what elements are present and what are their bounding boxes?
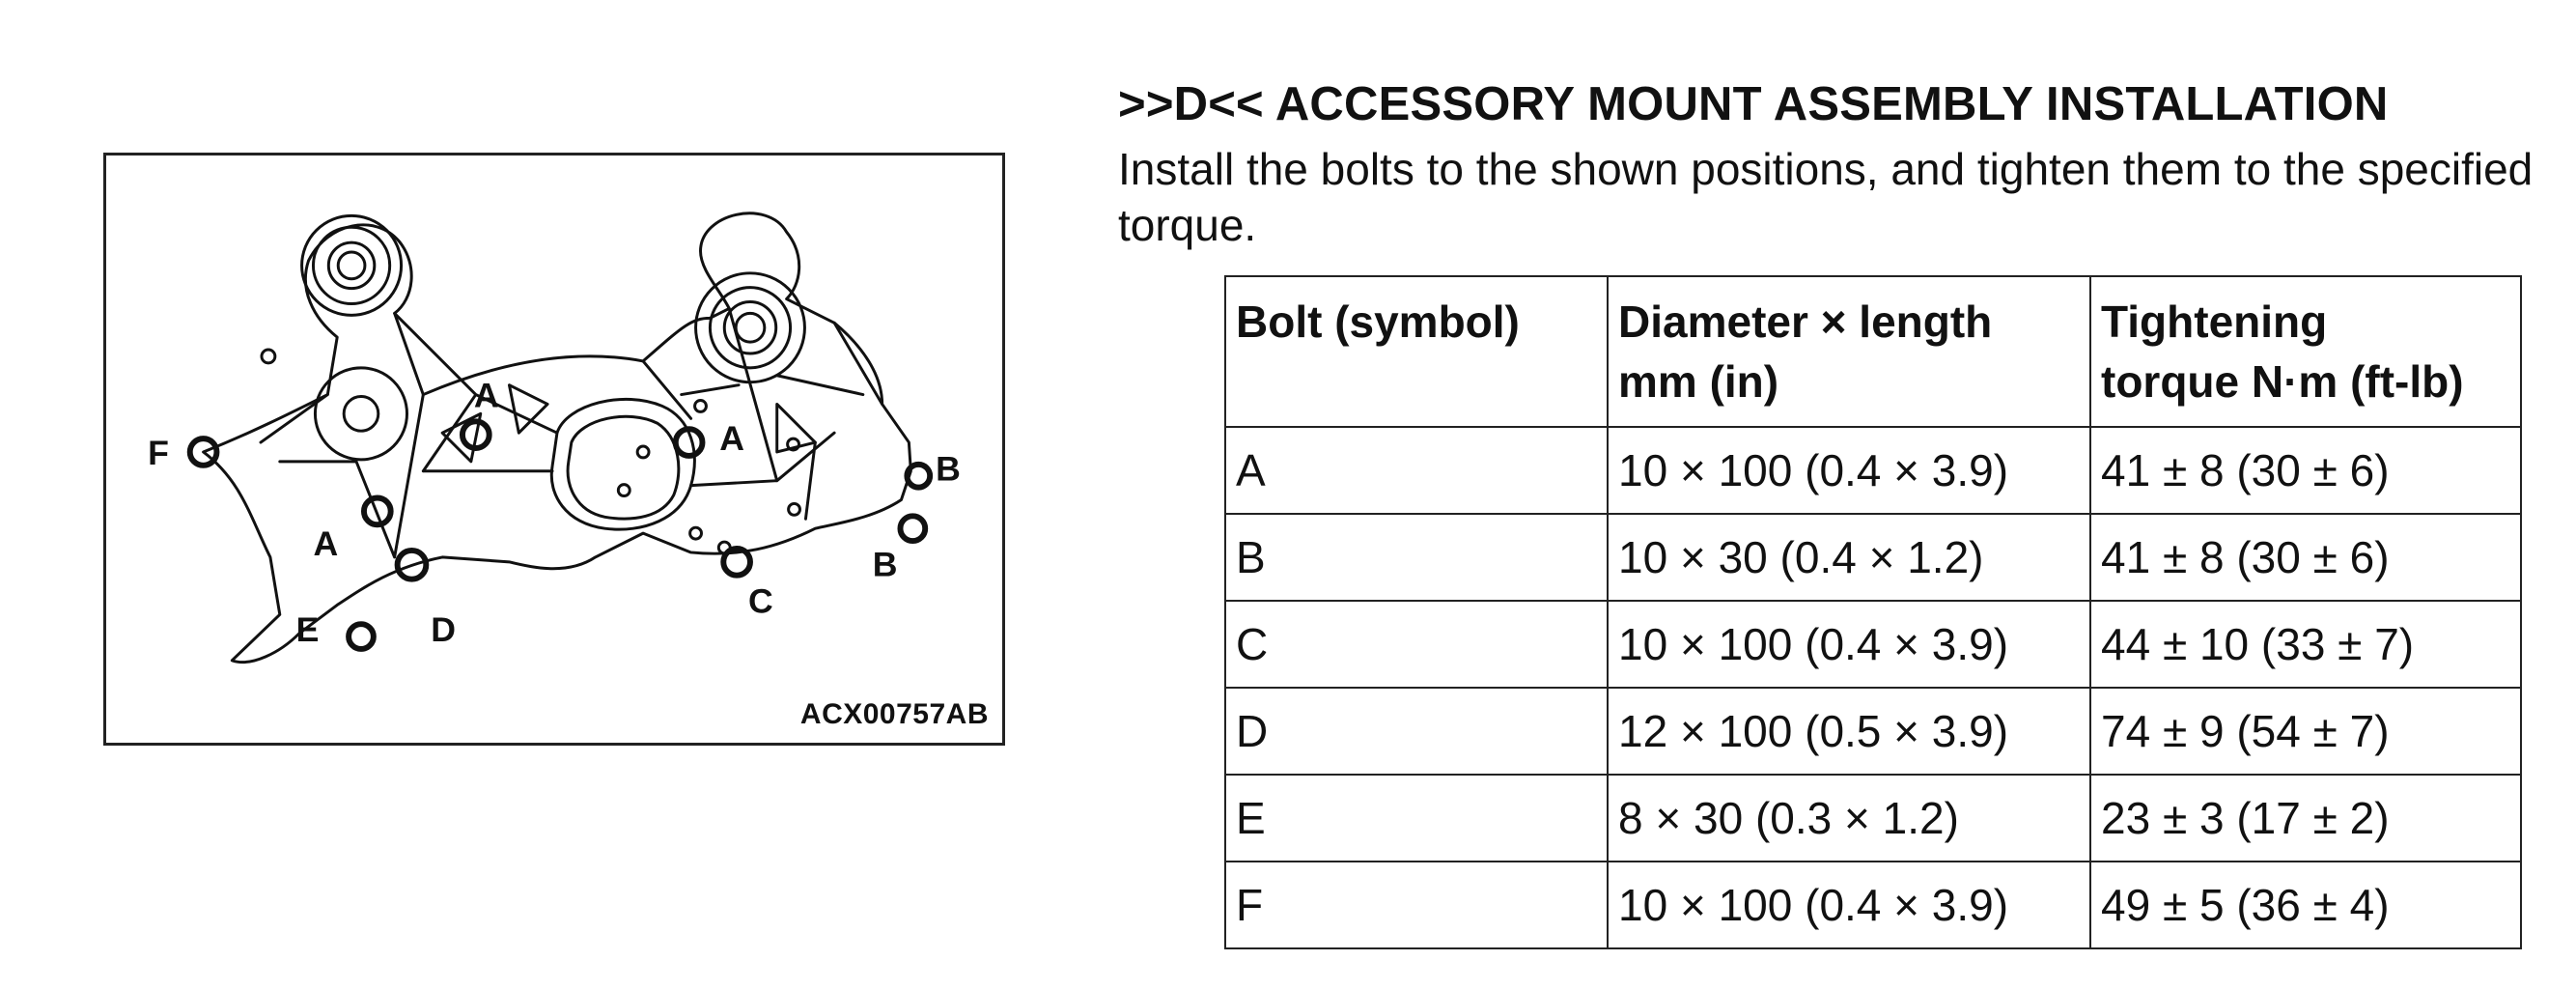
cell-torque: 49 ± 5 (36 ± 4): [2090, 862, 2521, 948]
cell-size: 12 × 100 (0.5 × 3.9): [1608, 688, 2090, 775]
header-torque-line1: Tightening: [2101, 297, 2328, 347]
callout-d: D: [431, 610, 456, 650]
cell-size: 10 × 100 (0.4 × 3.9): [1608, 601, 2090, 688]
table-row: [1225, 688, 2521, 775]
header-bolt: [1225, 276, 1608, 427]
accessory-mount-figure: [103, 153, 1005, 746]
callout-b-lower: B: [872, 545, 898, 584]
table-row: [1225, 601, 2521, 688]
figure-code: ACX00757AB: [799, 698, 989, 730]
bolt-e: [349, 624, 374, 649]
header-torque-line2: torque N·m (ft-lb): [2101, 356, 2464, 407]
left-window: [315, 368, 406, 460]
header-size-line1: Diameter × length: [1618, 297, 1993, 347]
cell-size: 10 × 100 (0.4 × 3.9): [1608, 862, 2090, 948]
cell-torque: 44 ± 10 (33 ± 7): [2090, 601, 2521, 688]
callout-c: C: [748, 581, 773, 621]
table-row: [1225, 427, 2521, 514]
pulley-left: [302, 215, 402, 315]
header-size-line2: mm (in): [1618, 356, 1779, 407]
header-bolt-line1: Bolt (symbol): [1236, 297, 1520, 347]
callout-e: E: [295, 610, 320, 650]
cell-torque: 23 ± 3 (17 ± 2): [2090, 775, 2521, 862]
callout-f: F: [148, 433, 169, 472]
cell-size: 8 × 30 (0.3 × 1.2): [1608, 775, 2090, 862]
cell-symbol: F: [1225, 862, 1608, 948]
cell-torque: 41 ± 8 (30 ± 6): [2090, 514, 2521, 601]
cell-symbol: B: [1225, 514, 1608, 601]
section-heading: >>D<< ACCESSORY MOUNT ASSEMBLY INSTALLATION: [1118, 78, 2389, 130]
table-row: [1225, 862, 2521, 948]
callout-a-left: A: [313, 523, 339, 563]
bolt-torque-table: [1224, 275, 2522, 949]
section-intro: Install the bolts to the shown positions, and tighten them to the specified torque.: [1118, 144, 2534, 250]
cell-torque: 41 ± 8 (30 ± 6): [2090, 427, 2521, 514]
cell-symbol: C: [1225, 601, 1608, 688]
bolt-b-lower: [900, 516, 925, 541]
pulley-right: [696, 273, 805, 382]
cell-symbol: E: [1225, 775, 1608, 862]
cell-torque: 74 ± 9 (54 ± 7): [2090, 688, 2521, 775]
cell-size: 10 × 100 (0.4 × 3.9): [1608, 427, 2090, 514]
callout-b-upper: B: [936, 449, 961, 489]
table-row: [1225, 514, 2521, 601]
callout-a-right: A: [719, 418, 745, 458]
accessory-mount-drawing: [106, 155, 1002, 743]
callout-a-top: A: [473, 376, 499, 415]
header-torque: [2090, 276, 2521, 427]
table-row: [1225, 775, 2521, 862]
cell-size: 10 × 30 (0.4 × 1.2): [1608, 514, 2090, 601]
table-header-row: [1225, 276, 2521, 427]
center-ring: [551, 399, 694, 529]
cell-symbol: A: [1225, 427, 1608, 514]
cell-symbol: D: [1225, 688, 1608, 775]
header-size: [1608, 276, 2090, 427]
